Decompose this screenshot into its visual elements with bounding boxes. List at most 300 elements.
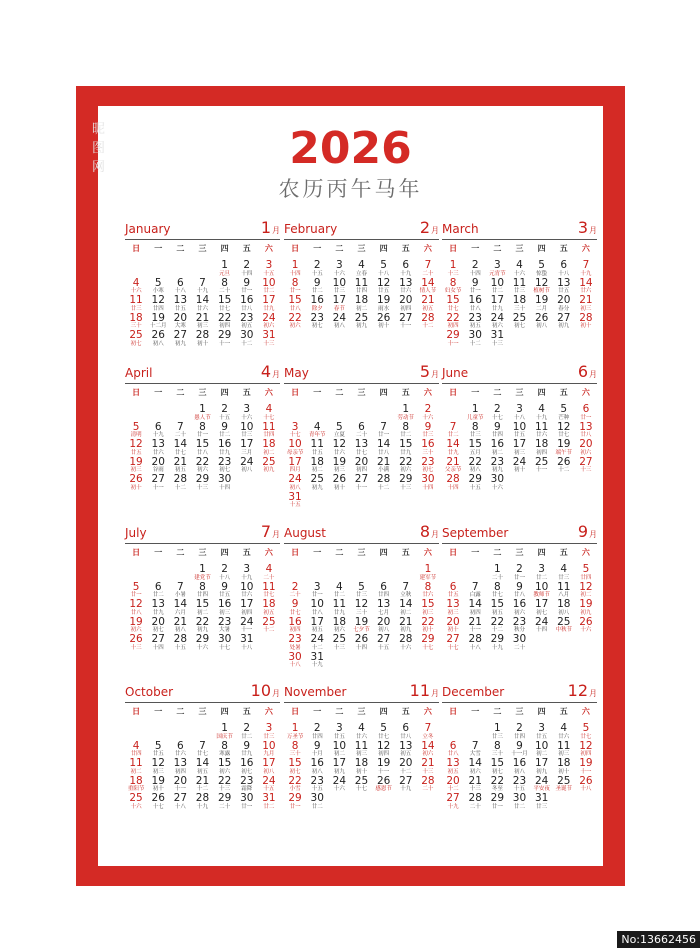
day-cell [486,439,508,457]
day-cell [147,617,169,635]
day-cell [553,439,575,457]
lunar-date: 十五 [174,644,186,651]
weekday-label: 日 [132,707,141,716]
day-number: 28 [173,473,188,485]
empty-cell [306,564,328,582]
day-number: 9 [313,739,321,752]
day-cell [486,295,508,313]
day-cell [236,422,258,440]
weekday-label: 日 [449,548,458,557]
month-january [125,219,280,369]
lunar-date: 劳动节 [397,414,415,421]
day-cell [258,617,280,635]
day-number: 15 [195,438,210,450]
day-cell [417,582,439,600]
lunar-date: 廿八 [289,305,301,312]
lunar-date: 初三 [355,751,367,757]
day-number: 5 [582,563,590,575]
lunar-date: 十六 [580,627,592,633]
day-cell [125,793,147,811]
month-header [284,363,439,384]
day-number: 3 [243,403,251,415]
weekday-header [442,386,597,400]
day-number: 23 [512,774,527,787]
day-number: 3 [243,563,251,575]
day-number: 12 [579,580,593,593]
weekday-label: 二 [176,388,185,397]
lunar-date: 初六 [196,467,208,473]
empty-cell [464,564,486,582]
day-cell [214,260,236,278]
day-cell [442,474,464,492]
day-cell [575,723,597,741]
day-cell [284,599,306,617]
day-cell [169,758,191,776]
lunar-date: 三十 [130,323,142,329]
lunar-date: 初十 [513,467,525,473]
lunar-date: 初九 [196,627,208,633]
day-number: 21 [173,615,188,628]
lunar-date: 廿八 [196,449,208,456]
day-cell [125,439,147,457]
day-cell [306,599,328,617]
lunar-date: 初六 [580,449,592,456]
day-number: 20 [376,615,391,628]
lunar-date: 二十 [422,270,434,277]
day-number: 30 [240,329,254,341]
day-cell [553,617,575,635]
weekday-label: 五 [401,388,410,397]
day-number: 23 [217,615,232,628]
lunar-date: 十二 [174,484,186,491]
weekday-label: 日 [132,388,141,397]
lunar-date: 初六 [469,768,481,775]
day-number: 3 [265,259,273,271]
lunar-date: 十九 [196,288,208,294]
day-cell [417,295,439,313]
lunar-date: 十六 [400,644,412,651]
weekday-label: 三 [515,244,524,253]
day-number: 10 [332,739,347,752]
day-cell [306,313,328,331]
day-number: 26 [376,311,391,324]
lunar-date: 初四 [536,449,548,456]
lunar-date: 初五 [196,768,208,775]
lunar-date: 圣诞节 [555,786,573,792]
day-number: 25 [354,311,369,324]
weekday-label: 三 [198,244,207,253]
day-cell [553,313,575,331]
day-cell [147,439,169,457]
day-cell [350,439,372,457]
empty-cell [464,723,486,741]
day-cell [464,278,486,296]
day-cell [442,758,464,776]
weekday-label: 四 [537,548,546,557]
empty-cell [442,723,464,741]
day-number: 4 [538,403,545,415]
lunar-date: 谷雨 [152,467,164,473]
calendar-sheet [92,106,603,866]
day-number: 1 [199,563,206,575]
lunar-date: 初九 [558,323,570,329]
lunar-date: 五月 [469,449,481,456]
month-header [125,219,280,240]
lunar-date: 小满 [378,467,390,473]
day-cell [508,564,530,582]
weekday-label: 六 [581,244,590,253]
month-number: 2月 [419,218,439,237]
day-number: 11 [310,438,324,450]
day-cell [306,758,328,776]
day-cell [531,723,553,741]
lunar-date: 廿一 [241,803,253,810]
day-cell [306,652,328,670]
day-number: 4 [265,403,273,415]
day-number: 22 [490,774,505,787]
weekday-header [125,546,280,560]
weekday-label: 四 [537,707,546,716]
calendar-subtitle: 农历丙午马年 [278,177,423,201]
lunar-date: 廿七 [196,751,208,757]
day-number: 27 [354,473,369,485]
day-number: 8 [199,420,206,433]
lunar-date: 十二 [263,627,275,633]
day-number: 8 [494,580,501,593]
day-cell [395,260,417,278]
day-number: 9 [221,580,228,593]
day-cell [508,617,530,635]
day-number: 19 [534,294,549,306]
day-cell [531,776,553,794]
lunar-date: 初五 [241,323,253,329]
weekday-label: 四 [220,244,229,253]
day-number: 27 [446,633,460,645]
day-number: 5 [154,739,162,752]
lunar-date: 初四 [289,627,301,633]
lunar-date: 初二 [333,751,345,757]
lunar-date: 廿七 [447,305,459,312]
day-number: 7 [471,580,479,593]
day-number: 16 [217,598,232,610]
day-number: 29 [399,473,413,485]
day-cell [373,723,395,741]
day-cell [236,793,258,811]
weekday-label: 日 [132,548,141,557]
lunar-date: 初八 [558,609,570,616]
day-cell [191,330,213,348]
day-cell [306,422,328,440]
lunar-date: 十七 [263,414,275,421]
day-number: 18 [129,311,143,324]
lunar-date: 廿一 [130,592,142,598]
day-number: 24 [310,633,324,645]
day-cell [464,404,486,422]
lunar-date: 廿六 [400,288,412,294]
day-cell [147,741,169,759]
day-cell [125,582,147,600]
day-number: 9 [291,598,299,610]
lunar-date: 十四 [219,484,231,491]
day-number: 12 [579,739,593,752]
lunar-date: 教师节 [533,592,550,598]
day-number: 18 [332,615,347,628]
day-number: 4 [358,259,365,271]
day-cell [417,617,439,635]
lunar-date: 十三 [491,340,503,347]
lunar-date: 十五 [219,414,231,421]
day-cell [284,758,306,776]
day-cell [328,776,350,794]
day-number: 8 [221,276,228,289]
lunar-date: 除夕 [311,305,323,312]
day-cell [214,474,236,492]
day-cell [284,793,306,811]
lunar-date: 廿九 [152,609,164,616]
lunar-date: 十一 [580,768,592,775]
day-cell [417,564,439,582]
lunar-date: 十七 [422,644,434,651]
weekday-label: 六 [423,388,432,397]
empty-cell [328,404,350,422]
empty-cell [284,564,306,582]
month-number: 5月 [419,362,439,381]
month-name: July [125,526,147,540]
lunar-date: 愚人节 [194,414,211,421]
day-cell [328,582,350,600]
day-number: 30 [217,473,232,485]
day-cell [214,295,236,313]
day-number: 30 [217,633,232,645]
day-number: 8 [449,276,457,289]
day-cell [464,793,486,811]
lunar-date: 十八 [174,288,186,294]
day-number: 28 [446,473,460,485]
day-cell [486,422,508,440]
day-number: 29 [490,633,505,645]
lunar-date: 廿一 [378,432,390,438]
lunar-date: 大寒 [174,323,186,329]
day-number: 25 [129,792,143,804]
lunar-date: 二十 [219,288,231,294]
day-number: 4 [358,722,365,734]
day-number: 4 [132,276,140,289]
weekday-label: 日 [291,707,300,716]
day-cell [306,634,328,652]
lunar-date: 霜降 [241,786,253,792]
lunar-date: 三十 [289,751,301,757]
day-number: 5 [582,722,590,734]
day-cell [258,741,280,759]
day-cell [464,422,486,440]
day-cell [214,564,236,582]
lunar-date: 初三 [558,751,570,757]
day-grid [284,260,439,330]
lunar-date: 十三 [400,484,412,491]
day-cell [575,313,597,331]
day-cell [395,634,417,652]
day-grid [125,723,280,811]
day-cell [169,295,191,313]
lunar-date: 初三 [513,449,525,456]
day-cell [395,313,417,331]
day-number: 29 [288,792,302,804]
day-number: 1 [494,563,501,575]
day-number: 3 [265,722,273,734]
lunar-date: 十一 [536,467,548,473]
day-cell [125,599,147,617]
lunar-date: 初九 [311,484,323,491]
lunar-date: 国庆节 [216,733,233,740]
day-number: 29 [195,473,210,485]
day-number: 8 [402,420,410,433]
day-number: 6 [177,276,184,289]
lunar-date: 廿一 [311,592,323,598]
lunar-date: 廿三 [355,592,367,598]
day-cell [147,599,169,617]
day-grid [125,564,280,652]
day-number: 15 [446,294,460,306]
day-cell [486,634,508,652]
lunar-date: 廿八 [513,592,525,598]
day-cell [350,723,372,741]
day-cell [328,474,350,492]
lunar-date: 冬至 [491,786,503,792]
lunar-date: 二十 [219,803,231,810]
day-number: 7 [424,722,432,734]
weekday-label: 五 [401,548,410,557]
day-cell [125,330,147,348]
lunar-date: 廿四 [311,733,323,740]
weekday-label: 日 [291,548,300,557]
day-cell [395,617,417,635]
month-august [284,523,439,673]
lunar-date: 儿童节 [466,414,484,421]
lunar-date: 十八 [289,662,301,668]
lunar-date: 廿一 [289,803,301,810]
day-cell [395,457,417,475]
day-cell [306,723,328,741]
lunar-date: 十四 [447,484,459,491]
day-cell [191,422,213,440]
lunar-date: 廿三 [469,432,481,438]
lunar-date: 十九 [447,803,459,810]
lunar-date: 初七 [152,627,164,633]
day-cell [373,634,395,652]
lunar-date: 七月 [378,609,390,616]
day-cell [284,776,306,794]
lunar-date: 初六 [219,768,231,775]
lunar-date: 初三 [447,609,459,616]
day-number: 9 [313,276,321,289]
day-cell [328,758,350,776]
day-number: 8 [291,276,299,289]
weekday-header [442,242,597,256]
weekday-label: 一 [154,548,163,557]
lunar-date: 廿七 [491,592,503,598]
lunar-date: 十一 [400,323,412,329]
lunar-date: 二十 [469,803,481,810]
day-cell [531,564,553,582]
month-header [442,523,597,544]
day-number: 3 [291,420,299,433]
day-number: 17 [534,757,549,769]
day-cell [169,634,191,652]
day-cell [508,313,530,331]
month-june [442,363,597,513]
day-cell [417,457,439,475]
weekday-label: 四 [379,707,388,716]
day-number: 9 [471,276,479,289]
lunar-date: 三月 [241,449,253,456]
day-cell [350,295,372,313]
lunar-date: 廿九 [491,305,503,312]
day-cell [328,741,350,759]
weekday-label: 二 [493,707,502,716]
day-cell [417,260,439,278]
day-cell [258,404,280,422]
month-number: 11月 [409,681,439,700]
day-number: 26 [354,633,369,645]
day-cell [508,793,530,811]
day-number: 15 [490,598,505,610]
day-cell [553,278,575,296]
lunar-date: 雨水 [378,305,390,312]
day-cell [350,634,372,652]
weekday-label: 四 [220,707,229,716]
day-cell [125,295,147,313]
day-number: 8 [291,739,299,752]
lunar-date: 廿八 [378,449,390,456]
weekday-label: 一 [471,244,480,253]
lunar-date: 初六 [130,627,142,633]
day-number: 23 [310,311,324,324]
day-cell [328,313,350,331]
day-number: 7 [582,259,590,271]
weekday-label: 一 [313,707,322,716]
day-number: 25 [512,311,527,324]
lunar-date: 初八 [241,467,253,473]
day-number: 1 [221,722,228,734]
day-cell [147,278,169,296]
day-number: 20 [557,294,571,306]
day-number: 2 [221,563,228,575]
day-cell [350,474,372,492]
lunar-date: 十四 [289,270,301,277]
day-number: 22 [217,311,232,324]
day-number: 14 [195,294,210,306]
day-cell [169,776,191,794]
lunar-date: 十六 [130,288,142,294]
lunar-date: 初八 [289,484,301,491]
day-grid [284,564,439,669]
day-cell [258,313,280,331]
lunar-date: 三十 [491,751,503,757]
day-number: 1 [449,259,457,271]
lunar-date: 初十 [196,340,208,347]
day-cell [486,617,508,635]
day-number: 12 [376,276,391,289]
day-cell [417,474,439,492]
day-number: 26 [151,792,165,804]
lunar-date: 初五 [469,323,481,329]
day-number: 6 [380,580,387,593]
day-number: 18 [354,757,369,769]
day-cell [236,582,258,600]
day-cell [508,582,530,600]
month-header [442,219,597,240]
weekday-label: 五 [401,244,410,253]
